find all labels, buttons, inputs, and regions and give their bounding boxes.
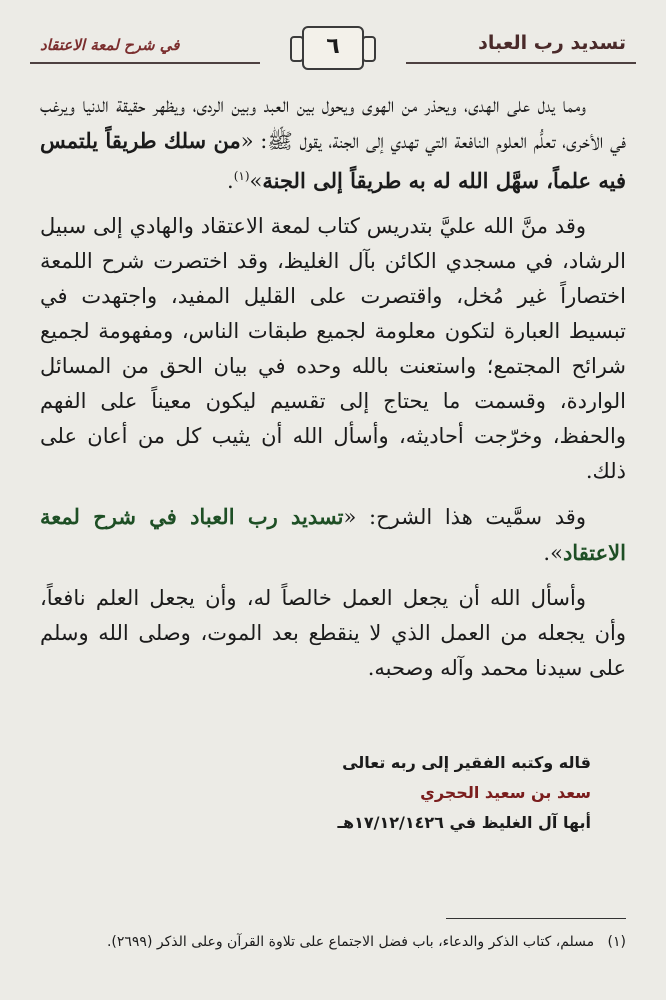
footnote-marker: (١) (607, 934, 626, 950)
page-body (40, 88, 626, 696)
header-rule-left (30, 62, 260, 64)
book-subtitle: في شرح لمعة الاعتقاد (40, 36, 180, 54)
paragraph-1-dot: . (227, 169, 234, 193)
footnote-ref: (١) (233, 169, 250, 183)
signature-line: قاله وكتبه الفقير إلى ربه تعالى (342, 753, 591, 772)
author-name: سعد بن سعيد الحجري (420, 783, 591, 802)
book-name-quote: تسديد رب العباد في شرح لمعة الاعتقاد (40, 504, 626, 565)
signature-block (338, 748, 591, 838)
paragraph-3 (40, 499, 626, 571)
header-rule-right (406, 62, 636, 64)
paragraph-3-text: وقد سمَّيت هذا الشرح: « (343, 505, 586, 529)
paragraph-1 (40, 88, 626, 199)
paragraph-4: وأسأل الله أن يجعل العمل خالصاً له، وأن يجعل العلم نافعاً، وأن يجعله من العمل الذي لا ينقطع بعد الموت، وصلى الله وسلم على سيدنا محمد وآله وصحبه. (40, 586, 626, 680)
paragraph-2: وقد منَّ الله عليَّ بتدريس كتاب لمعة الاعتقاد والهادي إلى سبيل الرشاد، في مسجدي الكائن بآل الغليظ، وقد اختصرت شرح اللمعة اختصاراً غير مُخل، واقتصرت على القليل المفيد، واجتهدت في تبسيط العبارة لتكون معلومة لجميع طبقات الناس، ومفهومة لجميع شرائح المجتمع؛ واستعنت بالله وحده في بيان الحق من المسائل الواردة، وقسمت ما يحتاج إلى تقسيم ليكون معيناً على الفهم والحفظ، وخرّجت أحاديثه، وأسأل الله أن يثيب كل من أعان على ذلك. (40, 214, 626, 483)
paragraph-3-end: ». (543, 541, 563, 565)
book-title: تسديد رب العباد (478, 32, 626, 54)
footnote (40, 930, 626, 954)
quote-close: » (249, 169, 263, 193)
page-number: ٦ (302, 26, 364, 70)
paragraph-1-text: ومما يدل على الهدى، ويحذر من الهوى ويحول بين العبد وبين الردى، ويظهر حقيقة الدنيا ويرغب في الأخرى، تعلُّم العلوم النافعة التي تهدي إلى الجنة، يقول ﷺ: « (40, 93, 626, 153)
signature-date: أبها آل الغليظ في ١٧/١٢/١٤٢٦هـ (337, 813, 591, 832)
page-header (30, 22, 636, 72)
hadith-quote: من سلك طريقاً يلتمس فيه علماً، سهَّل الله له به طريقاً إلى الجنة (40, 128, 626, 193)
footnote-text: مسلم، كتاب الذكر والدعاء، باب فضل الاجتماع على تلاوة القرآن وعلى الذكر (٢٦٩٩). (106, 934, 595, 950)
footnote-divider (446, 918, 626, 919)
